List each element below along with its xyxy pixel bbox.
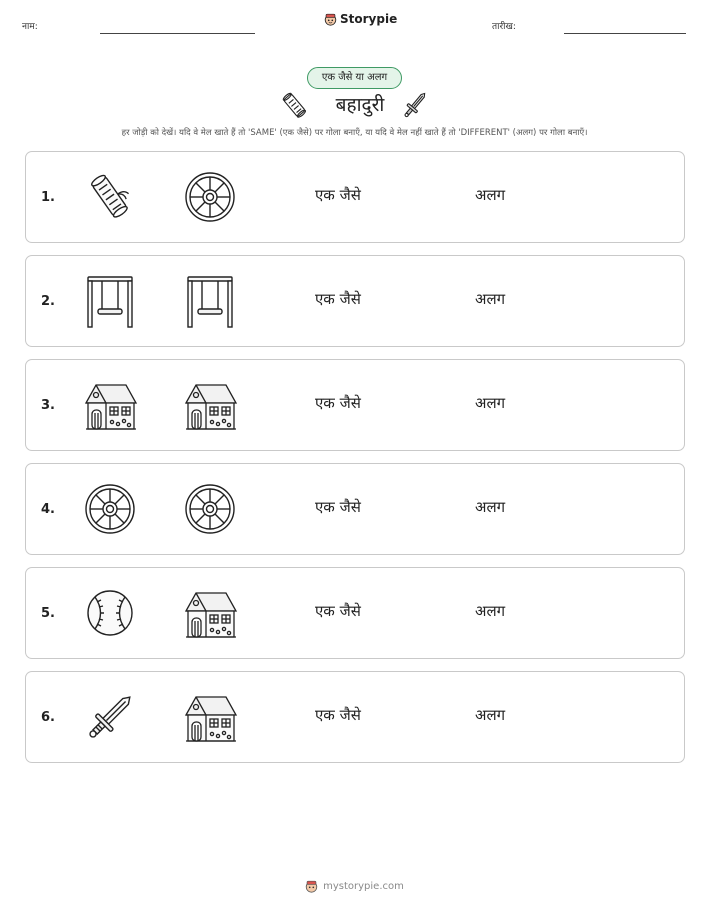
storypie-mascot-icon: [305, 880, 318, 893]
different-option[interactable]: अलग: [475, 602, 506, 620]
question-number: 5.: [41, 606, 55, 621]
question-row: [25, 255, 685, 347]
worksheet-title: बहादुरी: [335, 94, 385, 116]
wheel-icon: [182, 169, 238, 225]
different-option[interactable]: अलग: [475, 290, 506, 308]
house-icon: [182, 585, 238, 641]
question-number: 4.: [41, 502, 55, 517]
different-option[interactable]: अलग: [475, 498, 506, 516]
house-icon: [82, 377, 138, 433]
same-option[interactable]: एक जैसे: [315, 186, 361, 204]
same-option[interactable]: एक जैसे: [315, 290, 361, 308]
name-label: नाम:: [22, 22, 38, 32]
different-option[interactable]: अलग: [475, 186, 506, 204]
same-option[interactable]: एक जैसे: [315, 602, 361, 620]
name-line[interactable]: [100, 33, 255, 34]
storypie-mascot-icon: [324, 13, 337, 26]
question-row: [25, 463, 685, 555]
footer-website: mystorypie.com: [323, 881, 404, 892]
different-option[interactable]: अलग: [475, 706, 506, 724]
question-row: [25, 567, 685, 659]
house-icon: [182, 377, 238, 433]
date-label: तारीख:: [492, 22, 516, 32]
question-number: 2.: [41, 294, 55, 309]
question-row: [25, 359, 685, 451]
instructions: हर जोड़ी को देखें। यदि वे मेल खाते हैं तो 'SAME' (एक जैसे) पर गोला बनाएँ, या यदि वे मेल नहीं खाते हैं तो 'DIFFERENT' (अलग) पर गोला बनाएँ।: [121, 128, 588, 138]
swing-icon: [182, 273, 238, 329]
same-option[interactable]: एक जैसे: [315, 394, 361, 412]
footer: [0, 880, 709, 893]
swing-icon: [82, 273, 138, 329]
question-row: [25, 671, 685, 763]
question-number: 6.: [41, 710, 55, 725]
question-row: [25, 151, 685, 243]
baseball-icon: [82, 585, 138, 641]
activity-type-badge: एक जैसे या अलग: [307, 67, 402, 89]
question-number: 1.: [41, 190, 55, 205]
same-option[interactable]: एक जैसे: [315, 706, 361, 724]
date-line[interactable]: [564, 33, 686, 34]
different-option[interactable]: अलग: [475, 394, 506, 412]
wheel-icon: [82, 481, 138, 537]
question-number: 3.: [41, 398, 55, 413]
scroll-icon: [82, 169, 138, 225]
storypie-logo: [324, 12, 397, 26]
wheel-icon: [182, 481, 238, 537]
house-icon: [182, 689, 238, 745]
scroll-icon: [282, 91, 308, 121]
sword-icon: [82, 689, 138, 745]
brand-name: Storypie: [340, 12, 398, 26]
sword-icon: [402, 90, 428, 120]
same-option[interactable]: एक जैसे: [315, 498, 361, 516]
